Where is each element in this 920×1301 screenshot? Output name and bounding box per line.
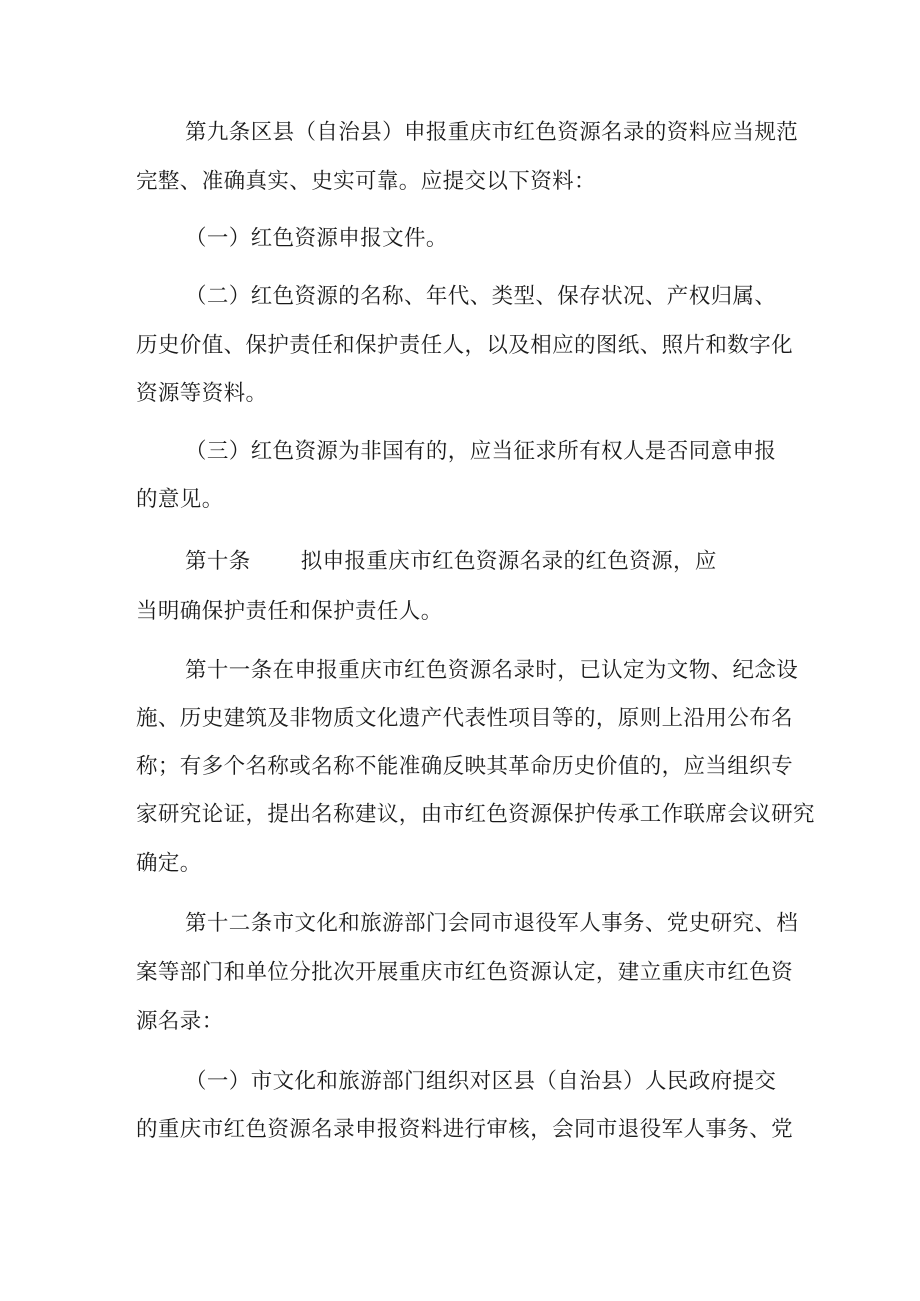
article-11-line-4: 家研究论证，提出名称建议，由市红色资源保护传承工作联席会议研究 bbox=[136, 802, 815, 827]
article-11-line-2: 施、历史建筑及非物质文化遗产代表性项目等的，原则上沿用公布名 bbox=[136, 706, 794, 731]
article-12-item-1-line-1: （一）市文化和旅游部门组织对区县（自治县）人民政府提交 bbox=[185, 1069, 777, 1094]
article-9-item-3-line-1: （三）红色资源为非国有的，应当征求所有权人是否同意申报 bbox=[185, 439, 777, 464]
article-10-line-1 bbox=[185, 542, 717, 582]
article-9-line-1: 第九条区县（自治县）申报重庆市红色资源名录的资料应当规范 bbox=[185, 120, 799, 145]
article-10-number: 第十条 bbox=[185, 549, 251, 574]
article-12-line-2: 案等部门和单位分批次开展重庆市红色资源认定，建立重庆市红色资 bbox=[136, 960, 794, 985]
article-9-item-2-line-2: 历史价值、保护责任和保护责任人，以及相应的图纸、照片和数字化 bbox=[136, 333, 794, 358]
article-11-line-5: 确定。 bbox=[136, 851, 202, 876]
article-9-item-3-line-2: 的意见。 bbox=[136, 487, 224, 512]
article-12-line-3: 源名录： bbox=[136, 1009, 224, 1034]
article-12-line-1: 第十二条市文化和旅游部门会同市退役军人事务、党史研究、档 bbox=[185, 911, 799, 936]
article-10-line-2: 当明确保护责任和保护责任人。 bbox=[136, 599, 443, 624]
article-11-line-1: 第十一条在申报重庆市红色资源名录时，已认定为文物、纪念设 bbox=[185, 658, 799, 683]
article-9-item-2-line-3: 资源等资料。 bbox=[136, 381, 268, 406]
article-12-item-1-line-2: 的重庆市红色资源名录申报资料进行审核，会同市退役军人事务、党 bbox=[136, 1117, 794, 1142]
article-9-item-2-line-1: （二）红色资源的名称、年代、类型、保存状况、产权归属、 bbox=[185, 284, 777, 309]
article-10-text: 拟申报重庆市红色资源名录的红色资源，应 bbox=[300, 549, 717, 574]
article-9-item-1: （一）红色资源申报文件。 bbox=[185, 226, 448, 251]
article-9-line-2: 完整、准确真实、史实可靠。应提交以下资料： bbox=[136, 169, 596, 194]
article-11-line-3: 称；有多个名称或名称不能准确反映其革命历史价值的，应当组织专 bbox=[136, 754, 794, 779]
